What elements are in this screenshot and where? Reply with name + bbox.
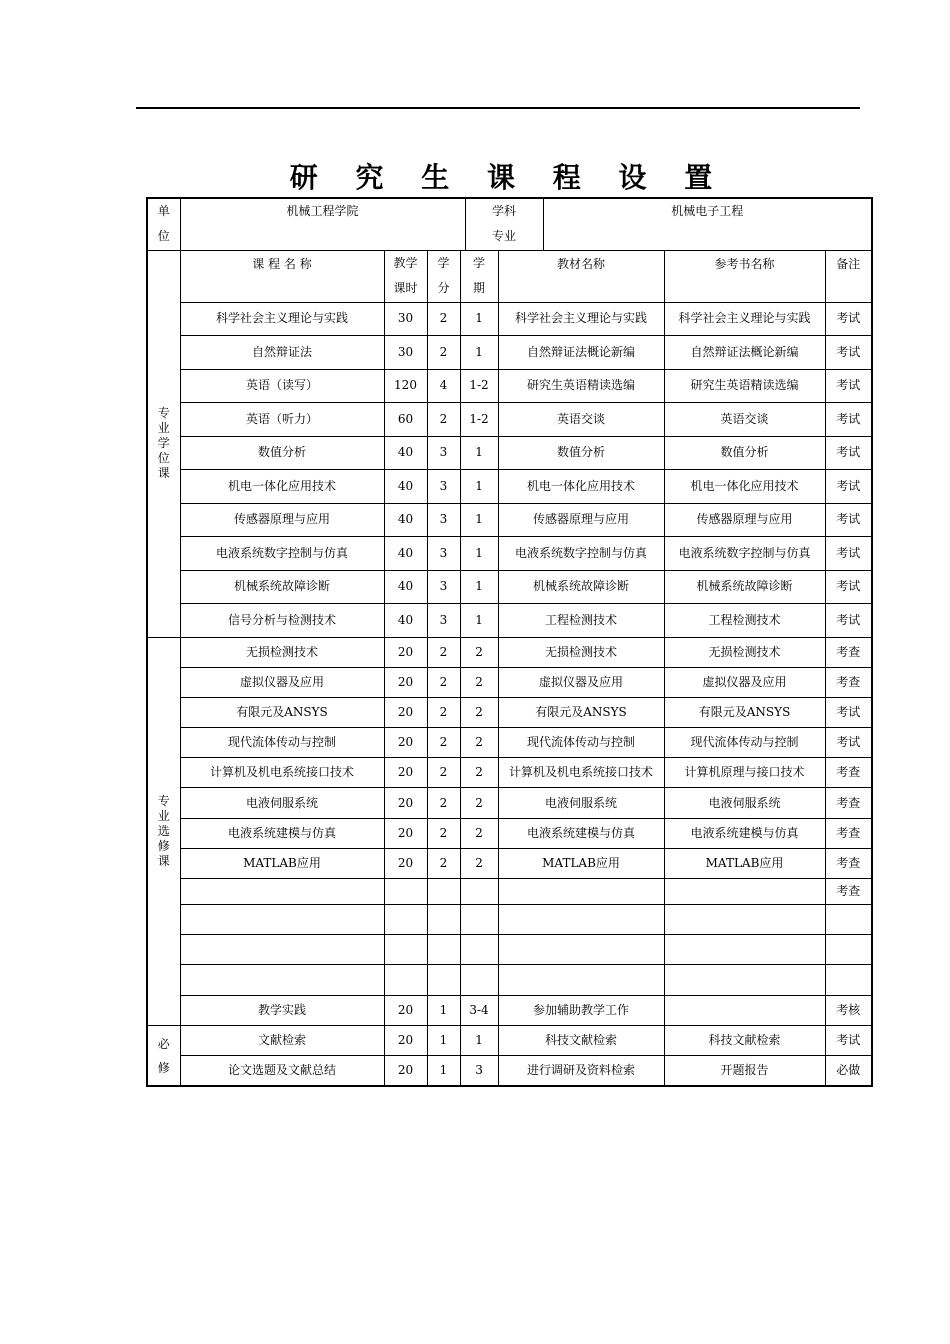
table-row <box>147 848 872 878</box>
course-textbook: 科学社会主义理论与实践 <box>498 302 664 336</box>
course-reference <box>664 965 825 995</box>
course-textbook: 现代流体传动与控制 <box>498 728 664 758</box>
course-semester <box>460 965 498 995</box>
header-reference: 参考书名称 <box>664 250 825 302</box>
course-remark: 考查 <box>825 667 872 697</box>
unit-label-2: 位 <box>157 229 170 244</box>
course-credits: 2 <box>427 667 460 697</box>
course-hours: 20 <box>384 1025 427 1056</box>
course-semester: 1-2 <box>460 403 498 437</box>
course-hours: 40 <box>384 436 427 470</box>
course-table-body <box>147 198 872 1086</box>
group-label-char: 修 <box>157 1060 170 1075</box>
table-row <box>147 637 872 667</box>
course-reference: 无损检测技术 <box>664 637 825 667</box>
group-label-char: 业 <box>157 808 170 823</box>
course-remark: 考试 <box>825 697 872 727</box>
group-label-char: 专 <box>157 793 170 808</box>
header-hours-2: 课时 <box>393 281 418 295</box>
course-semester: 1 <box>460 503 498 537</box>
group-label-char: 必 <box>157 1036 170 1051</box>
table-row <box>147 905 872 935</box>
group-label-char: 专 <box>157 406 170 420</box>
course-reference <box>664 879 825 905</box>
course-textbook: 电液系统建模与仿真 <box>498 818 664 848</box>
course-hours: 40 <box>384 470 427 504</box>
course-reference: 科学社会主义理论与实践 <box>664 302 825 336</box>
course-remark: 考查 <box>825 758 872 788</box>
course-textbook: 虚拟仪器及应用 <box>498 667 664 697</box>
course-hours: 20 <box>384 637 427 667</box>
course-textbook: 计算机及机电系统接口技术 <box>498 758 664 788</box>
course-remark: 考核 <box>825 995 872 1025</box>
course-credits: 2 <box>427 697 460 727</box>
course-remark: 考试 <box>825 336 872 370</box>
header-remark: 备注 <box>825 250 872 302</box>
course-textbook: 英语交谈 <box>498 403 664 437</box>
course-hours: 40 <box>384 537 427 571</box>
course-semester: 2 <box>460 818 498 848</box>
course-textbook <box>498 905 664 935</box>
course-credits: 2 <box>427 788 460 818</box>
page-title: 研 究 生 课 程 设 置 <box>289 161 727 194</box>
course-reference: 科技文献检索 <box>664 1025 825 1056</box>
discipline-value: 机械电子工程 <box>543 198 872 250</box>
course-textbook: 无损检测技术 <box>498 637 664 667</box>
course-semester <box>460 905 498 935</box>
header-course-name: 课 程 名 称 <box>180 250 384 302</box>
course-semester: 1 <box>460 604 498 638</box>
course-name: MATLAB应用 <box>180 848 384 878</box>
course-hours: 40 <box>384 503 427 537</box>
table-row <box>147 935 872 965</box>
course-reference: 开题报告 <box>664 1056 825 1087</box>
table-row <box>147 995 872 1025</box>
course-credits: 1 <box>427 995 460 1025</box>
course-semester: 2 <box>460 788 498 818</box>
course-name: 传感器原理与应用 <box>180 503 384 537</box>
course-textbook: 自然辩证法概论新编 <box>498 336 664 370</box>
course-textbook: 机械系统故障诊断 <box>498 570 664 604</box>
unit-label-cell <box>147 198 180 250</box>
header-semester-2: 期 <box>473 281 486 295</box>
table-row <box>147 537 872 571</box>
course-credits <box>427 935 460 965</box>
course-hours: 20 <box>384 1056 427 1087</box>
course-reference: 自然辩证法概论新编 <box>664 336 825 370</box>
course-textbook <box>498 935 664 965</box>
course-semester: 2 <box>460 728 498 758</box>
table-row <box>147 503 872 537</box>
group-label-char: 课 <box>157 853 170 868</box>
course-remark: 考查 <box>825 788 872 818</box>
course-textbook: 工程检测技术 <box>498 604 664 638</box>
table-row <box>147 369 872 403</box>
course-semester: 1 <box>460 570 498 604</box>
course-reference: 电液系统建模与仿真 <box>664 818 825 848</box>
course-textbook: 机电一体化应用技术 <box>498 470 664 504</box>
top-rule <box>136 107 860 109</box>
group-label-cell <box>147 1025 180 1086</box>
course-textbook: 参加辅助教学工作 <box>498 995 664 1025</box>
course-credits: 3 <box>427 537 460 571</box>
course-semester: 2 <box>460 848 498 878</box>
course-name: 有限元及ANSYS <box>180 697 384 727</box>
table-row <box>147 604 872 638</box>
course-name: 机械系统故障诊断 <box>180 570 384 604</box>
group-label-char: 业 <box>157 421 170 435</box>
table-row <box>147 758 872 788</box>
course-reference <box>664 935 825 965</box>
course-hours <box>384 905 427 935</box>
course-credits: 3 <box>427 470 460 504</box>
course-credits: 2 <box>427 758 460 788</box>
course-remark: 考试 <box>825 728 872 758</box>
course-remark: 必做 <box>825 1056 872 1087</box>
course-hours <box>384 965 427 995</box>
unit-value: 机械工程学院 <box>180 198 465 250</box>
group-label-char: 位 <box>157 451 170 465</box>
course-credits: 4 <box>427 369 460 403</box>
course-semester: 2 <box>460 758 498 788</box>
course-textbook: 电液系统数字控制与仿真 <box>498 537 664 571</box>
course-credits <box>427 965 460 995</box>
table-row <box>147 302 872 336</box>
course-reference: 有限元及ANSYS <box>664 697 825 727</box>
course-remark: 考试 <box>825 436 872 470</box>
header-hours <box>384 250 427 302</box>
course-semester: 1 <box>460 436 498 470</box>
course-hours: 40 <box>384 604 427 638</box>
course-hours: 30 <box>384 302 427 336</box>
course-remark <box>825 935 872 965</box>
course-reference: 研究生英语精读选编 <box>664 369 825 403</box>
course-textbook: 科技文献检索 <box>498 1025 664 1056</box>
course-name: 现代流体传动与控制 <box>180 728 384 758</box>
header-credits-2: 分 <box>437 281 450 295</box>
course-reference: MATLAB应用 <box>664 848 825 878</box>
course-reference <box>664 995 825 1025</box>
course-remark: 考试 <box>825 537 872 571</box>
course-credits: 3 <box>427 570 460 604</box>
course-semester: 1-2 <box>460 369 498 403</box>
header-credits <box>427 250 460 302</box>
course-reference: 虚拟仪器及应用 <box>664 667 825 697</box>
course-hours <box>384 935 427 965</box>
table-row <box>147 667 872 697</box>
group-label-cell <box>147 637 180 1025</box>
course-credits: 3 <box>427 436 460 470</box>
course-hours: 20 <box>384 995 427 1025</box>
course-name: 论文选题及文献总结 <box>180 1056 384 1087</box>
course-name <box>180 879 384 905</box>
course-name: 无损检测技术 <box>180 637 384 667</box>
course-hours: 120 <box>384 369 427 403</box>
course-reference: 机械系统故障诊断 <box>664 570 825 604</box>
course-name: 电液系统建模与仿真 <box>180 818 384 848</box>
course-remark: 考试 <box>825 604 872 638</box>
table-row <box>147 697 872 727</box>
discipline-label-2: 专业 <box>492 229 517 244</box>
header-semester-1: 学 <box>473 256 486 270</box>
course-reference: 现代流体传动与控制 <box>664 728 825 758</box>
course-name: 虚拟仪器及应用 <box>180 667 384 697</box>
course-semester: 1 <box>460 470 498 504</box>
course-reference <box>664 905 825 935</box>
course-textbook: 进行调研及资料检索 <box>498 1056 664 1087</box>
course-remark: 考试 <box>825 570 872 604</box>
table-row <box>147 1025 872 1056</box>
course-reference: 传感器原理与应用 <box>664 503 825 537</box>
header-credits-1: 学 <box>437 256 450 270</box>
course-reference: 电液系统数字控制与仿真 <box>664 537 825 571</box>
course-remark: 考查 <box>825 637 872 667</box>
course-remark: 考试 <box>825 369 872 403</box>
course-remark: 考试 <box>825 470 872 504</box>
course-hours: 20 <box>384 848 427 878</box>
course-textbook: 研究生英语精读选编 <box>498 369 664 403</box>
course-reference: 数值分析 <box>664 436 825 470</box>
discipline-label-cell <box>465 198 543 250</box>
course-semester: 3 <box>460 1056 498 1087</box>
table-row <box>147 965 872 995</box>
course-textbook <box>498 879 664 905</box>
course-credits: 2 <box>427 336 460 370</box>
course-remark <box>825 965 872 995</box>
course-name <box>180 905 384 935</box>
table-row <box>147 403 872 437</box>
course-textbook: 有限元及ANSYS <box>498 697 664 727</box>
group-label-cell <box>147 250 180 637</box>
course-remark: 考试 <box>825 403 872 437</box>
course-remark: 考试 <box>825 1025 872 1056</box>
course-semester: 3-4 <box>460 995 498 1025</box>
discipline-label-1: 学科 <box>492 204 517 219</box>
course-hours: 20 <box>384 818 427 848</box>
course-remark: 考查 <box>825 818 872 848</box>
course-name: 英语（听力） <box>180 403 384 437</box>
course-semester: 1 <box>460 1025 498 1056</box>
course-reference: 机电一体化应用技术 <box>664 470 825 504</box>
table-row <box>147 570 872 604</box>
table-row <box>147 436 872 470</box>
course-name: 数值分析 <box>180 436 384 470</box>
course-semester: 2 <box>460 667 498 697</box>
course-hours: 20 <box>384 667 427 697</box>
course-hours: 20 <box>384 788 427 818</box>
course-semester: 1 <box>460 336 498 370</box>
course-name: 自然辩证法 <box>180 336 384 370</box>
course-semester: 1 <box>460 537 498 571</box>
course-textbook: 传感器原理与应用 <box>498 503 664 537</box>
course-hours: 20 <box>384 697 427 727</box>
course-hours: 20 <box>384 728 427 758</box>
course-hours: 60 <box>384 403 427 437</box>
table-row <box>147 788 872 818</box>
group-label-char: 学 <box>157 436 170 450</box>
unit-label-1: 单 <box>157 204 170 219</box>
course-remark: 考查 <box>825 879 872 905</box>
course-textbook <box>498 965 664 995</box>
course-credits <box>427 879 460 905</box>
course-name: 科学社会主义理论与实践 <box>180 302 384 336</box>
course-credits: 3 <box>427 604 460 638</box>
course-credits: 2 <box>427 403 460 437</box>
group-label-char: 修 <box>157 838 170 853</box>
header-textbook: 教材名称 <box>498 250 664 302</box>
course-name: 计算机及机电系统接口技术 <box>180 758 384 788</box>
course-name <box>180 935 384 965</box>
course-credits: 2 <box>427 728 460 758</box>
course-semester <box>460 935 498 965</box>
table-row <box>147 336 872 370</box>
course-credits: 2 <box>427 637 460 667</box>
course-semester <box>460 879 498 905</box>
course-hours: 30 <box>384 336 427 370</box>
course-semester: 2 <box>460 697 498 727</box>
course-credits <box>427 905 460 935</box>
course-remark: 考查 <box>825 848 872 878</box>
course-remark <box>825 905 872 935</box>
course-hours: 40 <box>384 570 427 604</box>
course-remark: 考试 <box>825 503 872 537</box>
course-credits: 2 <box>427 848 460 878</box>
course-reference: 工程检测技术 <box>664 604 825 638</box>
table-row <box>147 470 872 504</box>
table-row <box>147 1056 872 1087</box>
group-label-char: 课 <box>157 466 170 480</box>
course-hours <box>384 879 427 905</box>
course-name: 英语（读写） <box>180 369 384 403</box>
course-hours: 20 <box>384 758 427 788</box>
header-hours-1: 教学 <box>393 256 418 270</box>
group-label-char: 选 <box>157 823 170 838</box>
course-credits: 2 <box>427 818 460 848</box>
header-row <box>147 250 872 302</box>
course-credits: 1 <box>427 1056 460 1087</box>
course-name: 电液系统数字控制与仿真 <box>180 537 384 571</box>
course-name <box>180 965 384 995</box>
course-semester: 2 <box>460 637 498 667</box>
course-semester: 1 <box>460 302 498 336</box>
course-textbook: 数值分析 <box>498 436 664 470</box>
table-row <box>147 818 872 848</box>
unit-row <box>147 198 872 250</box>
course-name: 机电一体化应用技术 <box>180 470 384 504</box>
header-semester <box>460 250 498 302</box>
course-credits: 2 <box>427 302 460 336</box>
course-reference: 英语交谈 <box>664 403 825 437</box>
table-row <box>147 728 872 758</box>
table-row <box>147 879 872 905</box>
course-name: 电液伺服系统 <box>180 788 384 818</box>
course-remark: 考试 <box>825 302 872 336</box>
course-credits: 3 <box>427 503 460 537</box>
course-textbook: 电液伺服系统 <box>498 788 664 818</box>
course-table <box>146 197 873 1087</box>
course-name: 教学实践 <box>180 995 384 1025</box>
course-credits: 1 <box>427 1025 460 1056</box>
course-name: 文献检索 <box>180 1025 384 1056</box>
course-textbook: MATLAB应用 <box>498 848 664 878</box>
course-reference: 电液伺服系统 <box>664 788 825 818</box>
course-name: 信号分析与检测技术 <box>180 604 384 638</box>
course-reference: 计算机原理与接口技术 <box>664 758 825 788</box>
